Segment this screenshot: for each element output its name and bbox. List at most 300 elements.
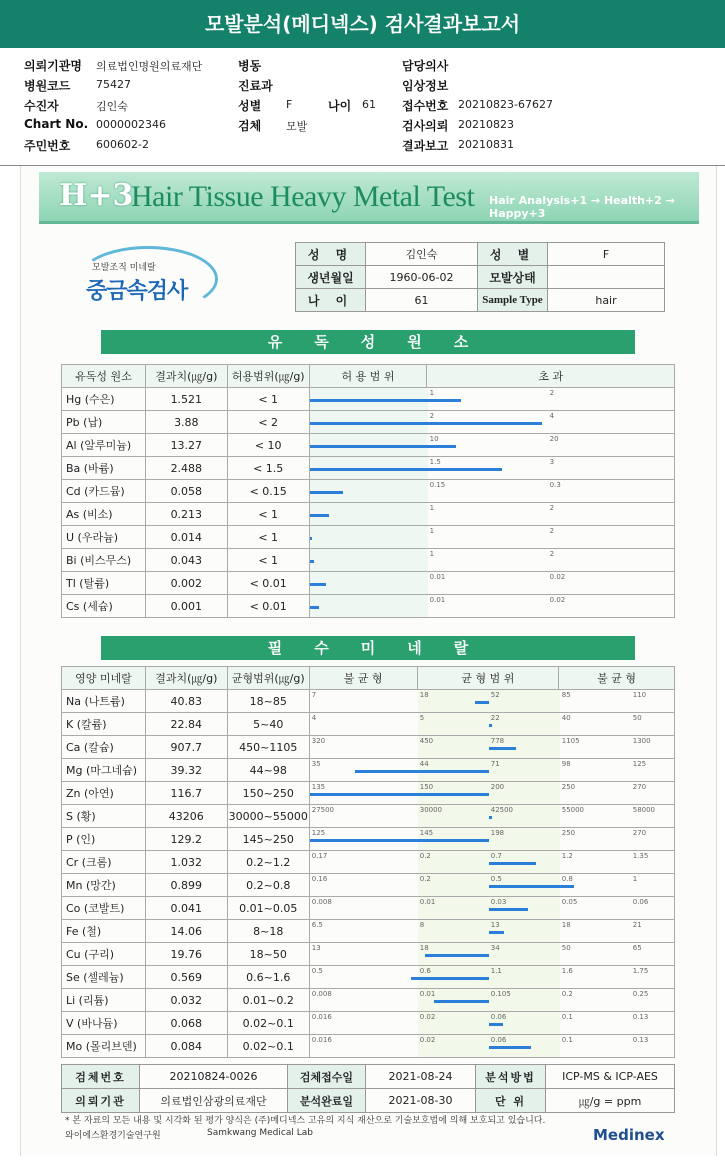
- mineral-tick: 4: [311, 714, 317, 722]
- toxic-tick-1: 1: [429, 550, 435, 558]
- mineral-tick: 8: [419, 921, 425, 929]
- mineral-tick: 7: [311, 691, 317, 699]
- receipt-value: 20210823-67627: [458, 98, 553, 111]
- toxic-tick-2: 4: [549, 412, 555, 420]
- mineral-tick: 44: [419, 760, 429, 768]
- institution-label: 의뢰기관명: [24, 59, 82, 73]
- mineral-tick: 450: [419, 737, 434, 745]
- mineral-result: 0.569: [145, 966, 227, 989]
- toxic-tick-1: 1: [429, 527, 435, 535]
- req-value: 의료법인삼광의료재단: [140, 1089, 288, 1113]
- pc-age-label: 나 이: [296, 289, 366, 312]
- mineral-element: Fe (철): [62, 920, 146, 943]
- mineral-range: 5~40: [227, 713, 309, 736]
- mineral-bar-cell: [309, 897, 674, 920]
- mineral-range: 18~50: [227, 943, 309, 966]
- toxic-tick-1: 1.5: [429, 458, 441, 466]
- req-label: 의뢰기관: [62, 1089, 140, 1113]
- mineral-tick: 0.17: [311, 852, 328, 860]
- mineral-tick: 0.016: [311, 1036, 332, 1044]
- mineral-tick: 250: [561, 829, 576, 837]
- mineral-element: S (황): [62, 805, 146, 828]
- mineral-range: 0.2~1.2: [227, 851, 309, 874]
- toxic-row: [62, 526, 675, 549]
- mineral-header-4: 균 형 범 위: [417, 667, 559, 690]
- toxic-range: < 1: [227, 388, 309, 411]
- mineral-element: Mn (망간): [62, 874, 146, 897]
- copyright-note: * 본 자료의 모든 내용 및 시각화 된 평가 양식은 (주)메디넥스 고유의 지식 재산으로 기술보호법에 의해 보호되고 있습니다.: [65, 1116, 546, 1126]
- mineral-tick: 6.5: [311, 921, 323, 929]
- pc-sex-label: 성 별: [478, 243, 548, 266]
- toxic-result: 13.27: [145, 434, 227, 457]
- toxic-level-bar: [310, 468, 502, 471]
- mineral-tick: 778: [490, 737, 505, 745]
- mineral-element: Se (셀레늄): [62, 966, 146, 989]
- mineral-bar-cell: [309, 874, 674, 897]
- pc-age: 61: [366, 289, 478, 312]
- toxic-bar-cell: [309, 572, 674, 595]
- mineral-level-bar: [489, 908, 528, 911]
- mineral-bar-cell: [309, 782, 674, 805]
- toxic-row: [62, 572, 675, 595]
- toxic-tick-1: 1: [429, 389, 435, 397]
- toxic-row: [62, 411, 675, 434]
- brand-big: 중금속검사: [86, 279, 188, 304]
- toxic-header-3: 허 용 범 위: [309, 365, 427, 388]
- mineral-tick: 27500: [311, 806, 335, 814]
- mineral-tick: 0.13: [632, 1013, 649, 1021]
- mineral-tick: 270: [632, 829, 647, 837]
- mineral-element: Cr (크롬): [62, 851, 146, 874]
- toxic-tick-1: 1: [429, 504, 435, 512]
- mineral-tick: 1105: [561, 737, 580, 745]
- toxic-tick-1: 2: [429, 412, 435, 420]
- mineral-tick: 98: [561, 760, 571, 768]
- mineral-tick: 0.2: [419, 852, 431, 860]
- chart-value: 0000002346: [96, 118, 166, 131]
- mineral-bar-cell: [309, 966, 674, 989]
- method-label: 분석방법: [476, 1065, 546, 1089]
- toxic-range: < 2: [227, 411, 309, 434]
- mineral-bar-cell: [309, 989, 674, 1012]
- toxic-bar-cell: [309, 434, 674, 457]
- toxic-range: < 1: [227, 503, 309, 526]
- h3-logo: H+3: [59, 178, 134, 213]
- method-value: ICP-MS & ICP-AES: [546, 1065, 675, 1089]
- mineral-bar-cell: [309, 805, 674, 828]
- mineral-header-5: 불 균 형: [559, 667, 675, 690]
- toxic-row: [62, 549, 675, 572]
- pc-hair: [548, 266, 665, 289]
- toxic-level-bar: [310, 445, 456, 448]
- pc-sample: hair: [548, 289, 665, 312]
- age-label: 나이: [328, 99, 352, 113]
- toxic-tick-2: 3: [549, 458, 555, 466]
- mineral-tick: 0.01: [419, 990, 436, 998]
- mineral-tick: 50: [632, 714, 642, 722]
- toxic-header-4: 초 과: [427, 365, 675, 388]
- mineral-result: 907.7: [145, 736, 227, 759]
- mineral-tick: 0.1: [561, 1036, 573, 1044]
- mineral-tick: 21: [632, 921, 642, 929]
- brand-logo: [76, 238, 226, 313]
- banner-subtitle: Hair Analysis+1 → Health+2 → Happy+3: [489, 194, 675, 220]
- toxic-bar-cell: [309, 595, 674, 618]
- mineral-tick: 320: [311, 737, 326, 745]
- resident-label: 주민번호: [24, 139, 71, 153]
- mineral-range: 0.6~1.6: [227, 966, 309, 989]
- pc-name-label: 성 명: [296, 243, 366, 266]
- toxic-tick-2: 0.3: [549, 481, 561, 489]
- mineral-tick: 270: [632, 783, 647, 791]
- brand-small: 모발조직 미네랄: [92, 263, 156, 273]
- mineral-row: [62, 851, 675, 874]
- mineral-level-bar: [411, 977, 488, 980]
- hospital-code-value: 75427: [96, 78, 131, 91]
- mineral-row: [62, 966, 675, 989]
- toxic-element: Cd (카드뮴): [62, 480, 146, 503]
- mineral-table: [61, 666, 675, 1058]
- ward-label: 병동: [238, 59, 262, 73]
- mineral-tick: 42500: [490, 806, 514, 814]
- mineral-row: [62, 1012, 675, 1035]
- toxic-element: Tl (탈륨): [62, 572, 146, 595]
- toxic-section-title: 유독성원소: [267, 333, 501, 351]
- analysis-footer: [61, 1064, 675, 1113]
- mineral-tick: 0.2: [561, 990, 573, 998]
- recv-label: 검체접수일: [288, 1065, 366, 1089]
- toxic-result: 0.002: [145, 572, 227, 595]
- mineral-header-2: 균형범위(㎍/g): [227, 667, 309, 690]
- mineral-row: [62, 828, 675, 851]
- mineral-tick: 1.75: [632, 967, 649, 975]
- mineral-tick: 30000: [419, 806, 443, 814]
- mineral-row: [62, 690, 675, 713]
- mineral-tick: 1: [632, 875, 638, 883]
- toxic-element: Bi (비스무스): [62, 549, 146, 572]
- mineral-bar-cell: [309, 920, 674, 943]
- mineral-row: [62, 1035, 675, 1058]
- resident-value: 600602-2: [96, 138, 149, 151]
- toxic-range: < 0.01: [227, 572, 309, 595]
- toxic-row: [62, 595, 675, 618]
- mineral-element: Mg (마그네슘): [62, 759, 146, 782]
- patient-label: 수진자: [24, 99, 59, 113]
- toxic-range: < 1.5: [227, 457, 309, 480]
- toxic-range: < 1: [227, 526, 309, 549]
- ys-logo: 와이에스환경기술연구원: [65, 1131, 161, 1141]
- mineral-level-bar: [489, 816, 493, 819]
- toxic-element: Hg (수은): [62, 388, 146, 411]
- toxic-header-1: 결과치(㎍/g): [145, 365, 227, 388]
- toxic-tick-1: 10: [429, 435, 439, 443]
- mineral-tick: 250: [561, 783, 576, 791]
- mineral-row: [62, 943, 675, 966]
- request-label: 검사의뢰: [402, 119, 449, 133]
- mineral-result: 116.7: [145, 782, 227, 805]
- mineral-bar-cell: [309, 943, 674, 966]
- report-title: 모발분석(메디넥스) 검사결과보고서: [0, 0, 725, 48]
- mineral-tick: 0.03: [490, 898, 507, 906]
- mineral-tick: 0.1: [561, 1013, 573, 1021]
- mineral-tick: 34: [490, 944, 500, 952]
- mineral-tick: 0.008: [311, 990, 332, 998]
- mineral-element: Li (리튬): [62, 989, 146, 1012]
- mineral-result: 0.068: [145, 1012, 227, 1035]
- mineral-range: 0.02~0.1: [227, 1012, 309, 1035]
- pc-name: 김인숙: [366, 243, 478, 266]
- mineral-header-3: 불 균 형: [309, 667, 417, 690]
- mineral-tick: 52: [490, 691, 500, 699]
- toxic-row: [62, 457, 675, 480]
- mineral-tick: 1.35: [632, 852, 649, 860]
- sample-no-label: 검체번호: [62, 1065, 140, 1089]
- toxic-result: 0.001: [145, 595, 227, 618]
- mineral-level-bar: [489, 862, 536, 865]
- mineral-element: Na (나트륨): [62, 690, 146, 713]
- toxic-level-bar: [310, 537, 312, 540]
- mineral-bar-cell: [309, 690, 674, 713]
- mineral-bar-cell: [309, 759, 674, 782]
- specimen-value: 모발: [286, 120, 308, 133]
- toxic-range: < 0.01: [227, 595, 309, 618]
- scanned-report: [20, 166, 717, 1156]
- mineral-tick: 1.6: [561, 967, 573, 975]
- toxic-bar-cell: [309, 457, 674, 480]
- department-label: 진료과: [238, 79, 273, 93]
- mineral-element: P (인): [62, 828, 146, 851]
- mineral-range: 0.2~0.8: [227, 874, 309, 897]
- chart-label: Chart No.: [24, 117, 89, 131]
- toxic-tick-2: 0.02: [549, 573, 566, 581]
- mineral-range: 0.02~0.1: [227, 1035, 309, 1058]
- mineral-tick: 0.016: [311, 1013, 332, 1021]
- mineral-level-bar: [425, 954, 489, 957]
- mineral-result: 1.032: [145, 851, 227, 874]
- toxic-result: 0.058: [145, 480, 227, 503]
- mineral-row: [62, 782, 675, 805]
- mineral-tick: 50: [561, 944, 571, 952]
- toxic-level-bar: [310, 560, 315, 563]
- mineral-tick: 18: [419, 691, 429, 699]
- mineral-tick: 0.7: [490, 852, 502, 860]
- mineral-header-0: 영양 미네랄: [62, 667, 146, 690]
- toxic-tick-2: 20: [549, 435, 559, 443]
- mineral-bar-cell: [309, 736, 674, 759]
- mineral-tick: 65: [632, 944, 642, 952]
- mineral-tick: 0.13: [632, 1036, 649, 1044]
- toxic-result: 0.014: [145, 526, 227, 549]
- samkwang-logo: Samkwang Medical Lab: [207, 1128, 313, 1138]
- toxic-tick-1: 0.15: [429, 481, 446, 489]
- toxic-result: 0.213: [145, 503, 227, 526]
- age-value: 61: [362, 98, 376, 111]
- mineral-tick: 22: [490, 714, 500, 722]
- toxic-bar-cell: [309, 411, 674, 434]
- mineral-tick: 18: [561, 921, 571, 929]
- mineral-row: [62, 989, 675, 1012]
- mineral-row: [62, 897, 675, 920]
- mineral-element: Co (코발트): [62, 897, 146, 920]
- report-label: 결과보고: [402, 139, 449, 153]
- mineral-level-bar: [355, 770, 489, 773]
- mineral-tick: 200: [490, 783, 505, 791]
- mineral-range: 450~1105: [227, 736, 309, 759]
- mineral-tick: 85: [561, 691, 571, 699]
- patient-value: 김인숙: [96, 100, 128, 113]
- toxic-level-bar: [310, 606, 320, 609]
- mineral-tick: 110: [632, 691, 647, 699]
- pc-sample-label: Sample Type: [478, 289, 548, 312]
- toxic-row: [62, 480, 675, 503]
- report-value: 20210831: [458, 138, 514, 151]
- mineral-level-bar: [489, 1023, 503, 1026]
- mineral-tick: 58000: [632, 806, 656, 814]
- toxic-table: [61, 364, 675, 618]
- toxic-tick-1: 0.01: [429, 596, 446, 604]
- mineral-result: 0.032: [145, 989, 227, 1012]
- mineral-level-bar: [475, 701, 489, 704]
- toxic-element: Cs (세슘): [62, 595, 146, 618]
- mineral-tick: 0.02: [419, 1036, 436, 1044]
- mineral-tick: 198: [490, 829, 505, 837]
- toxic-tick-2: 2: [549, 504, 555, 512]
- mineral-tick: 0.25: [632, 990, 649, 998]
- specimen-label: 검체: [238, 119, 262, 133]
- mineral-tick: 145: [419, 829, 434, 837]
- mineral-range: 150~250: [227, 782, 309, 805]
- toxic-element: As (비소): [62, 503, 146, 526]
- sample-no: 20210824-0026: [140, 1065, 288, 1089]
- mineral-tick: 5: [419, 714, 425, 722]
- mineral-result: 39.32: [145, 759, 227, 782]
- mineral-bar-cell: [309, 1035, 674, 1058]
- mineral-range: 0.01~0.2: [227, 989, 309, 1012]
- mineral-range: 0.01~0.05: [227, 897, 309, 920]
- mineral-row: [62, 805, 675, 828]
- toxic-row: [62, 388, 675, 411]
- mineral-tick: 0.2: [419, 875, 431, 883]
- toxic-tick-2: 0.02: [549, 596, 566, 604]
- mineral-tick: 0.5: [311, 967, 323, 975]
- mineral-range: 8~18: [227, 920, 309, 943]
- toxic-level-bar: [310, 399, 461, 402]
- pc-dob-label: 생년월일: [296, 266, 366, 289]
- toxic-tick-1: 0.01: [429, 573, 446, 581]
- mineral-bar-cell: [309, 713, 674, 736]
- mineral-tick: 0.008: [311, 898, 332, 906]
- mineral-tick: 13: [311, 944, 321, 952]
- toxic-zone-normal: [310, 595, 428, 617]
- mineral-tick: 0.5: [490, 875, 502, 883]
- mineral-level-bar: [310, 793, 489, 796]
- doctor-label: 담당의사: [402, 59, 449, 73]
- toxic-result: 3.88: [145, 411, 227, 434]
- toxic-section-bar: [101, 330, 635, 354]
- test-banner: [39, 172, 699, 224]
- mineral-level-bar: [489, 1046, 532, 1049]
- unit-value: ㎍/g = ppm: [546, 1089, 675, 1113]
- medinex-logo: Medinex: [593, 1126, 665, 1144]
- done-date: 2021-08-30: [366, 1089, 476, 1113]
- banner-title: Hair Tissue Heavy Metal Test: [131, 180, 475, 213]
- recv-date: 2021-08-24: [366, 1065, 476, 1089]
- mineral-tick: 125: [632, 760, 647, 768]
- toxic-tick-2: 2: [549, 527, 555, 535]
- toxic-level-bar: [310, 491, 344, 494]
- mineral-tick: 40: [561, 714, 571, 722]
- mineral-result: 0.084: [145, 1035, 227, 1058]
- toxic-element: U (우라늄): [62, 526, 146, 549]
- mineral-level-bar: [489, 724, 492, 727]
- mineral-tick: 0.01: [419, 898, 436, 906]
- toxic-result: 0.043: [145, 549, 227, 572]
- mineral-element: Ca (칼슘): [62, 736, 146, 759]
- mineral-tick: 0.06: [490, 1013, 507, 1021]
- mineral-tick: 0.06: [632, 898, 649, 906]
- toxic-tick-2: 2: [549, 389, 555, 397]
- sex-value: F: [286, 98, 293, 111]
- mineral-level-bar: [489, 931, 504, 934]
- toxic-header-0: 유독성 원소: [62, 365, 146, 388]
- pc-sex: F: [548, 243, 665, 266]
- mineral-level-bar: [489, 747, 517, 750]
- mineral-row: [62, 874, 675, 897]
- mineral-tick: 0.6: [419, 967, 431, 975]
- toxic-header-2: 허용범위(㎍/g): [227, 365, 309, 388]
- toxic-zone-normal: [310, 549, 428, 571]
- mineral-result: 40.83: [145, 690, 227, 713]
- toxic-bar-cell: [309, 549, 674, 572]
- mineral-tick: 71: [490, 760, 500, 768]
- mineral-section-title: 필수미네랄: [267, 639, 501, 657]
- toxic-level-bar: [310, 514, 329, 517]
- mineral-row: [62, 713, 675, 736]
- mineral-row: [62, 920, 675, 943]
- toxic-element: Pb (납): [62, 411, 146, 434]
- done-label: 분석완료일: [288, 1089, 366, 1113]
- mineral-tick: 1.1: [490, 967, 502, 975]
- receipt-label: 접수번호: [402, 99, 449, 113]
- mineral-element: Cu (구리): [62, 943, 146, 966]
- mineral-section-bar: [101, 636, 635, 660]
- mineral-tick: 1300: [632, 737, 651, 745]
- mineral-result: 0.041: [145, 897, 227, 920]
- toxic-zone-normal: [310, 526, 428, 548]
- mineral-tick: 1.2: [561, 852, 573, 860]
- clinical-label: 임상정보: [402, 79, 449, 93]
- mineral-range: 44~98: [227, 759, 309, 782]
- toxic-tick-2: 2: [549, 550, 555, 558]
- mineral-zone-balanced: [418, 690, 560, 712]
- toxic-range: < 1: [227, 549, 309, 572]
- mineral-bar-cell: [309, 1012, 674, 1035]
- mineral-tick: 0.02: [419, 1013, 436, 1021]
- mineral-tick: 13: [490, 921, 500, 929]
- mineral-element: Zn (아연): [62, 782, 146, 805]
- toxic-result: 1.521: [145, 388, 227, 411]
- sex-label: 성별: [238, 99, 262, 113]
- institution-value: 의료법인명원의료재단: [96, 60, 203, 73]
- mineral-tick: 0.105: [490, 990, 511, 998]
- mineral-element: K (칼륨): [62, 713, 146, 736]
- mineral-result: 0.899: [145, 874, 227, 897]
- pc-dob: 1960-06-02: [366, 266, 478, 289]
- hospital-code-label: 병원코드: [24, 79, 71, 93]
- request-info: [0, 48, 725, 166]
- toxic-range: < 10: [227, 434, 309, 457]
- unit-label: 단 위: [476, 1089, 546, 1113]
